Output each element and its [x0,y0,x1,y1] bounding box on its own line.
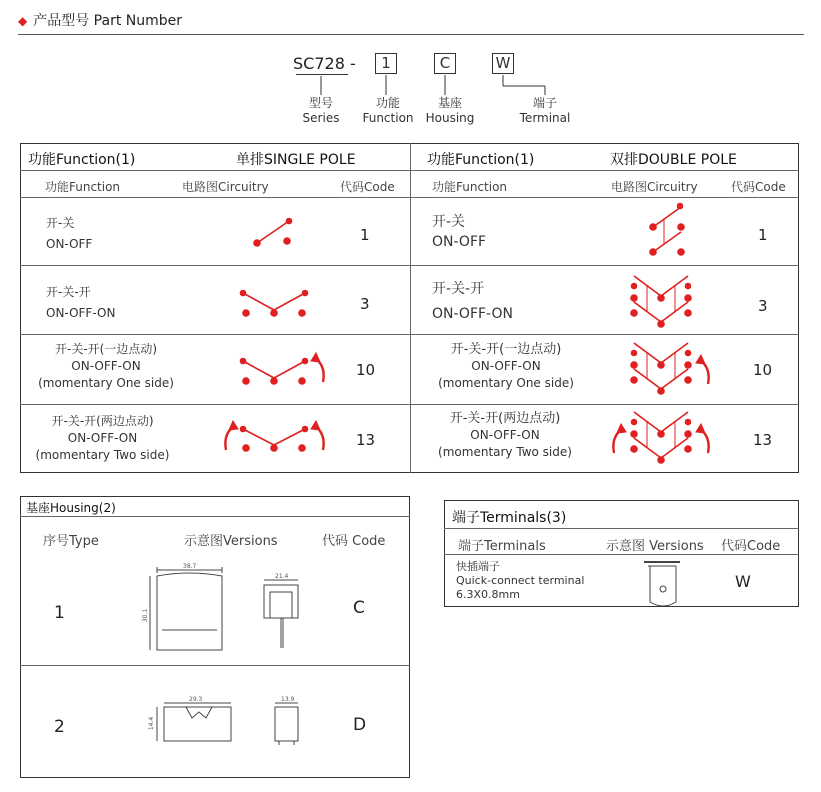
double-title-left: 功能Function(1) [427,152,535,168]
double-col-function: 功能Function [432,180,508,194]
housing-1-dim-height: 30.1 [142,608,150,623]
housing-2-dim-side: 13.9 [281,696,295,703]
single-row-3-code: 10 [356,361,376,379]
terminal-code-box: W [492,53,514,74]
terminals-col-versions: 示意图 Versions [606,539,704,554]
housing-row-1-type: 1 [54,603,65,623]
double-col-code: 代码Code [731,180,786,194]
single-row-1-function: 开-关 ON-OFF [46,216,93,251]
housing-1-dim-side: 21.4 [275,573,289,580]
diamond-icon: ◆ [18,14,28,28]
double-title-right: 双排DOUBLE POLE [610,152,737,168]
housing-row-2-code: D [353,715,367,735]
single-row-1-code: 1 [360,226,370,244]
double-row-3-function: 开-关-开(一边点动) ON-OFF-ON (momentary One side) [438,342,574,390]
single-title-left: 功能Function(1) [28,152,136,168]
double-row-1-function: 开-关 ON-OFF [432,214,487,250]
housing-label: 基座 Housing [425,96,475,125]
single-col-circuit: 电路图Circuitry [182,180,269,194]
terminals-col-code: 代码Code [721,539,781,554]
housing-col-code: 代码 Code [322,534,386,549]
single-row-3-function: 开-关-开(一边点动) ON-OFF-ON (momentary One side) [38,342,174,390]
terminals-title: 端子Terminals(3) [452,510,567,526]
series-label: 型号 Series [302,96,340,125]
series-code: SC728 - [293,54,356,73]
double-col-circuit: 电路图Circuitry [611,180,698,194]
terminals-col-terminals: 端子Terminals [458,539,546,554]
single-col-code: 代码Code [340,180,395,194]
double-row-4-function: 开-关-开(两边点动) ON-OFF-ON (momentary Two side) [438,411,572,459]
double-row-1-code: 1 [758,226,768,244]
housing-2-dim-width: 29.3 [189,696,203,703]
function-label: 功能 Function [362,96,414,125]
single-row-2-function: 开-关-开 ON-OFF-ON [46,285,116,320]
single-title-right: 单排SINGLE POLE [236,152,356,168]
housing-row-2-type: 2 [54,717,65,737]
housing-title: 基座Housing(2) [26,501,116,515]
housing-col-versions: 示意图Versions [184,534,278,549]
double-row-4-code: 13 [753,431,773,449]
single-col-function: 功能Function [45,180,121,194]
housing-code-box: C [434,53,456,74]
terminals-row-desc: 快插端子 Quick-connect terminal 6.3X0.8mm [456,560,585,601]
double-row-3-code: 10 [753,361,773,379]
housing-1-dim-width: 38.7 [183,563,197,570]
terminal-label: 端子 Terminal [519,96,571,125]
single-row-4-function: 开-关-开(两边点动) ON-OFF-ON (momentary Two side) [35,414,170,462]
terminals-row-code: W [735,572,751,591]
function-code-box: 1 [375,53,397,74]
single-row-2-code: 3 [360,295,370,313]
housing-2-dim-height: 14.4 [148,716,156,731]
double-row-2-function: 开-关-开 ON-OFF-ON [432,281,513,322]
housing-row-1-code: C [353,598,365,618]
section-title: 产品型号 Part Number [33,13,183,29]
housing-col-type: 序号Type [43,534,99,549]
double-row-2-code: 3 [758,297,768,315]
single-row-4-code: 13 [356,431,376,449]
